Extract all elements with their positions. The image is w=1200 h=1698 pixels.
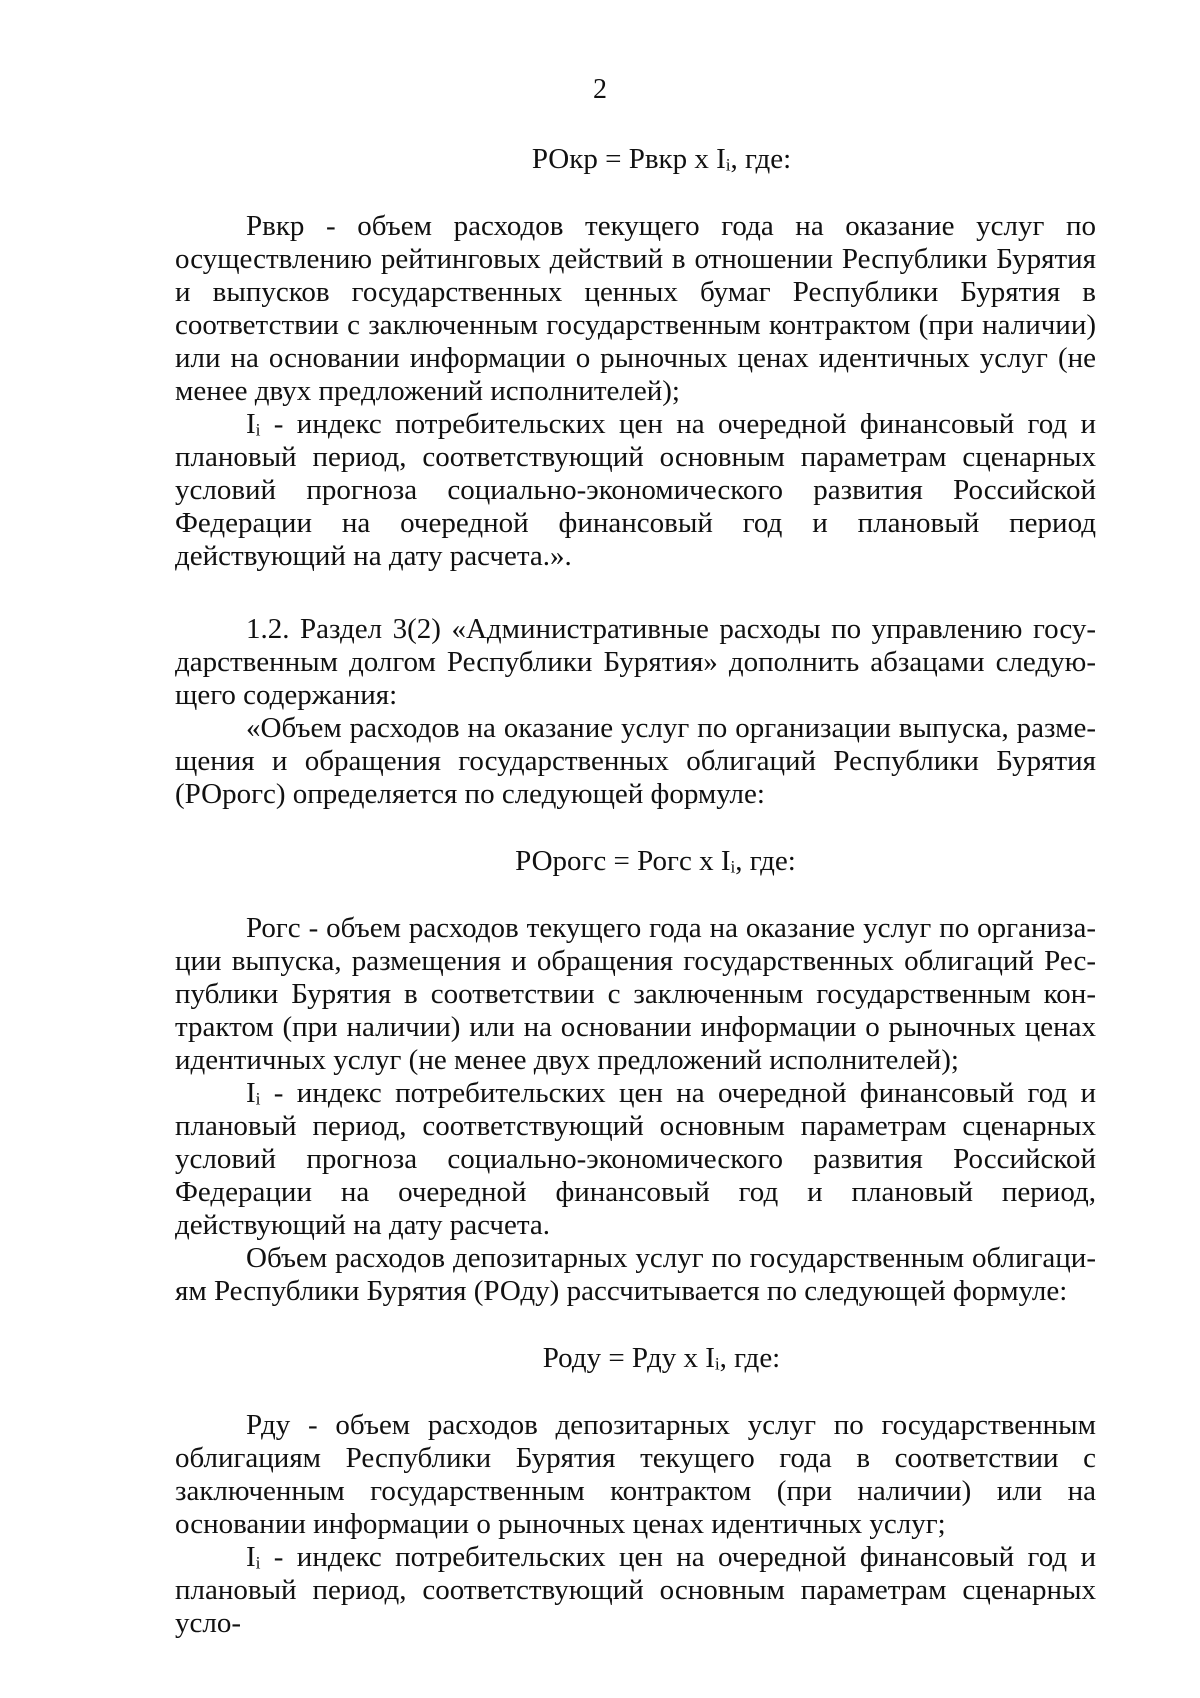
- paragraph-rorogs-intro: «Объем расходов на оказание услуг по организации выпуска, размещения и обращения государственных облигаций Республики Бурятия (РОрогс) определяется по следующей формуле:: [175, 712, 1096, 810]
- formula-rodu: Роду = Рду х Iᵢ, где:: [542, 1342, 781, 1374]
- paragraph-section-1-2: 1.2. Раздел 3(2) «Административные расходы по управлению государственным долгом Республики Бурятия» дополнить абзацами следующего содержания:: [175, 613, 1096, 711]
- paragraph-rvkr-definition: Рвкр - объем расходов текущего года на оказание услуг по осуществлению рейтинговых действий в отношении Республики Бурятия и выпусков государственных ценных бумаг Республики Бурятия в соответствии с заключенным государственным контрактом (при наличии) или на основании информации о рыночных ценах идентичных услуг (не менее двух предложений исполнителей);: [175, 210, 1096, 407]
- paragraph-rodu-intro: Объем расходов депозитарных услуг по государственным облигациям Республики Бурятия (РОду) рассчитывается по следующей формуле:: [175, 1242, 1096, 1307]
- paragraph-index-definition-1: Iᵢ - индекс потребительских цен на очередной финансовый год и плановый период, соответствующий основным параметрам сценарных условий прогноза социально-экономического развития Российской Федерации на очередной финансовый год и плановый период действующий на дату расчета.».: [175, 408, 1096, 572]
- formula-rokr: РОкр = Рвкр х Iᵢ, где:: [531, 143, 792, 175]
- formula-rorogs: РОрогс = Рогс х Iᵢ, где:: [515, 845, 796, 877]
- paragraph-rdu-definition: Рду - объем расходов депозитарных услуг по государственным облигациям Республики Бурятия текущего года в соответствии с заключенным государственным контрактом (при наличии) или на основании информации о рыночных ценах идентичных услуг;: [175, 1409, 1096, 1540]
- page-number: 2: [593, 74, 607, 105]
- paragraph-index-definition-2: Iᵢ - индекс потребительских цен на очередной финансовый год и плановый период, соответствующий основным параметрам сценарных условий прогноза социально-экономического развития Российской Федерации на очередной финансовый год и плановый период, действующий на дату расчета.: [175, 1077, 1096, 1241]
- paragraph-rogs-definition: Рогс - объем расходов текущего года на оказание услуг по организации выпуска, размещения и обращения государственных облигаций Республики Бурятия в соответствии с заключенным государственным контрактом (при наличии) или на основании информации о рыночных ценах идентичных услуг (не менее двух предложений исполнителей);: [175, 912, 1096, 1076]
- document-body: [175, 143, 1096, 1640]
- paragraph-index-definition-3: Iᵢ - индекс потребительских цен на очередной финансовый год и плановый период, соответствующий основным параметрам сценарных усло-: [175, 1541, 1096, 1639]
